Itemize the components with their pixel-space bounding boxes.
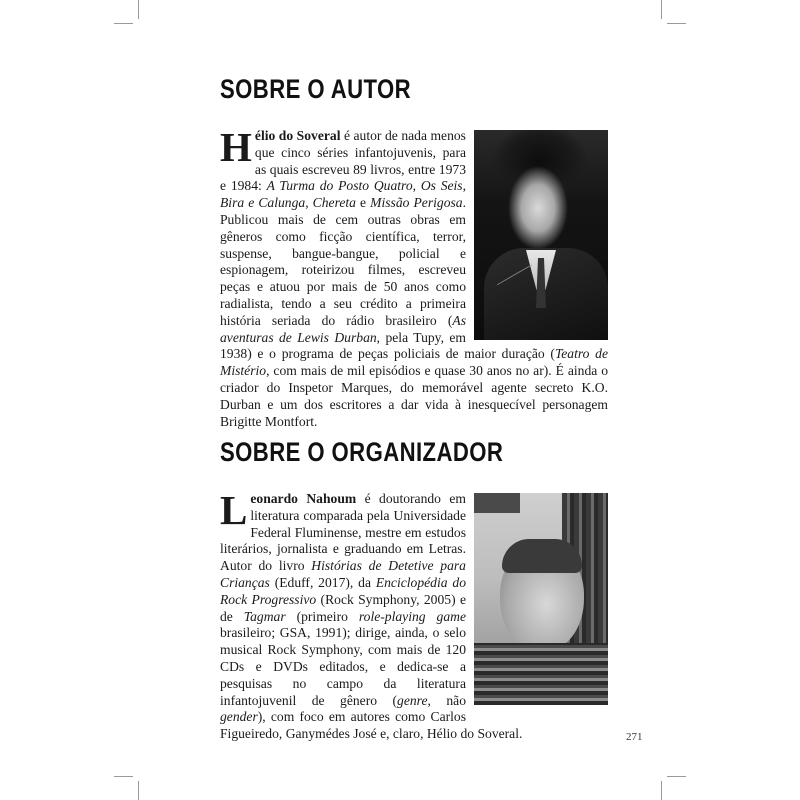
organizer-term: genre bbox=[397, 692, 428, 708]
organizer-work-title: Enciclopédia do Rock Progressivo bbox=[220, 574, 466, 607]
crop-mark-top-left bbox=[138, 0, 139, 19]
organizer-photo-hair bbox=[502, 539, 582, 573]
author-bio-text: e bbox=[355, 195, 371, 211]
author-series-title: A Turma do Posto Quatro bbox=[266, 178, 413, 194]
organizer-bio-text: , não bbox=[427, 692, 466, 708]
crop-mark-bottom-left-h bbox=[114, 776, 133, 777]
author-bio-text: , pela Tupy, em 1938) e o programa de peças policiais de maior duração ( bbox=[220, 329, 555, 362]
crop-mark-top-left-h bbox=[114, 23, 133, 24]
organizer-bio-text: (Rock Symphony, 2005) e de bbox=[220, 591, 466, 624]
organizer-dropcap: L bbox=[220, 487, 248, 533]
author-bio-text: é autor de nada menos que cinco séries infantojuvenis, para as quais escreveu 89 livros, entre 1973 e 1984: bbox=[220, 128, 466, 194]
author-bio-text: , bbox=[462, 178, 467, 194]
crop-mark-top-right bbox=[661, 0, 662, 19]
organizer-photo-shirt bbox=[474, 643, 608, 705]
author-bio-text: , bbox=[412, 178, 421, 194]
author-bio-text: . Publicou mais de cem outras obras em gêneros como ficção científica, terror, suspense, bangue-bangue, policial e espionagem, roteirizou filmes, escreveu peças e atuou por mais de 50 anos como radialista, tendo a seu crédito a primeira história seriada do rádio brasileiro ( bbox=[220, 195, 466, 328]
organizer-name: eonardo Nahoum bbox=[250, 491, 357, 506]
author-series-title: Bira e Calunga bbox=[220, 195, 306, 211]
organizer-bio-text: brasileiro; GSA, 1991); dirige, ainda, o selo musical Rock Symphony, com mais de 120 CDs e DVDs editados, e dedica-se a pesquisas no campo da literatura infantojuvenil de gênero ( bbox=[220, 625, 466, 708]
organizer-bio-text: (Eduff, 2017), da bbox=[269, 574, 376, 590]
organizer-term: role-playing game bbox=[358, 608, 466, 624]
organizer-work-title: Tagmar bbox=[243, 608, 286, 624]
organizer-work-title: Histórias de Detetive para Crianças bbox=[220, 558, 466, 590]
author-section bbox=[220, 124, 609, 430]
author-series-title: Chereta bbox=[312, 195, 356, 211]
organizer-bio-text: é doutorando em literatura comparada pela Universidade Federal Fluminense, mestre em estudos literários, jornalista e graduando em Letras. Autor do livro bbox=[220, 491, 466, 574]
author-dropcap: H bbox=[220, 124, 252, 170]
organizer-section bbox=[220, 487, 608, 743]
crop-mark-bottom-left bbox=[138, 781, 139, 800]
crop-mark-bottom-right bbox=[661, 781, 662, 800]
author-bio-text: , bbox=[305, 195, 313, 211]
author-name: élio do Soveral bbox=[254, 128, 341, 143]
organizer-term: gender bbox=[220, 709, 258, 725]
page-number: 271 bbox=[626, 731, 643, 743]
organizer-bio-text: ), com foco em autores como Carlos Figueiredo, Ganymédes José e, claro, Hélio do Soveral. bbox=[220, 709, 523, 742]
author-heading: SOBRE O AUTOR bbox=[220, 74, 412, 104]
crop-mark-bottom-right-h bbox=[667, 776, 686, 777]
author-series-title: Os Seis bbox=[420, 178, 463, 194]
author-work-title: Teatro de Mistério bbox=[220, 346, 609, 379]
organizer-bio-text: (primeiro bbox=[285, 608, 359, 624]
author-bio-text: , com mais de mil episódios e quase 30 anos no ar). É ainda o criador do Inspetor Marques, do memorável agente secreto K.O. Durban e um dos escritores a dar vida à inesquecível personagem Brigitte Montfort. bbox=[220, 363, 608, 429]
author-series-title: Missão Perigosa bbox=[370, 195, 463, 211]
organizer-photo bbox=[474, 493, 608, 705]
author-photo bbox=[474, 130, 608, 340]
organizer-heading: SOBRE O ORGANIZADOR bbox=[220, 437, 504, 467]
author-work-title: As aventuras de Lewis Durban bbox=[220, 312, 466, 345]
organizer-photo-air-conditioner bbox=[474, 493, 520, 513]
crop-mark-top-right-h bbox=[667, 23, 686, 24]
